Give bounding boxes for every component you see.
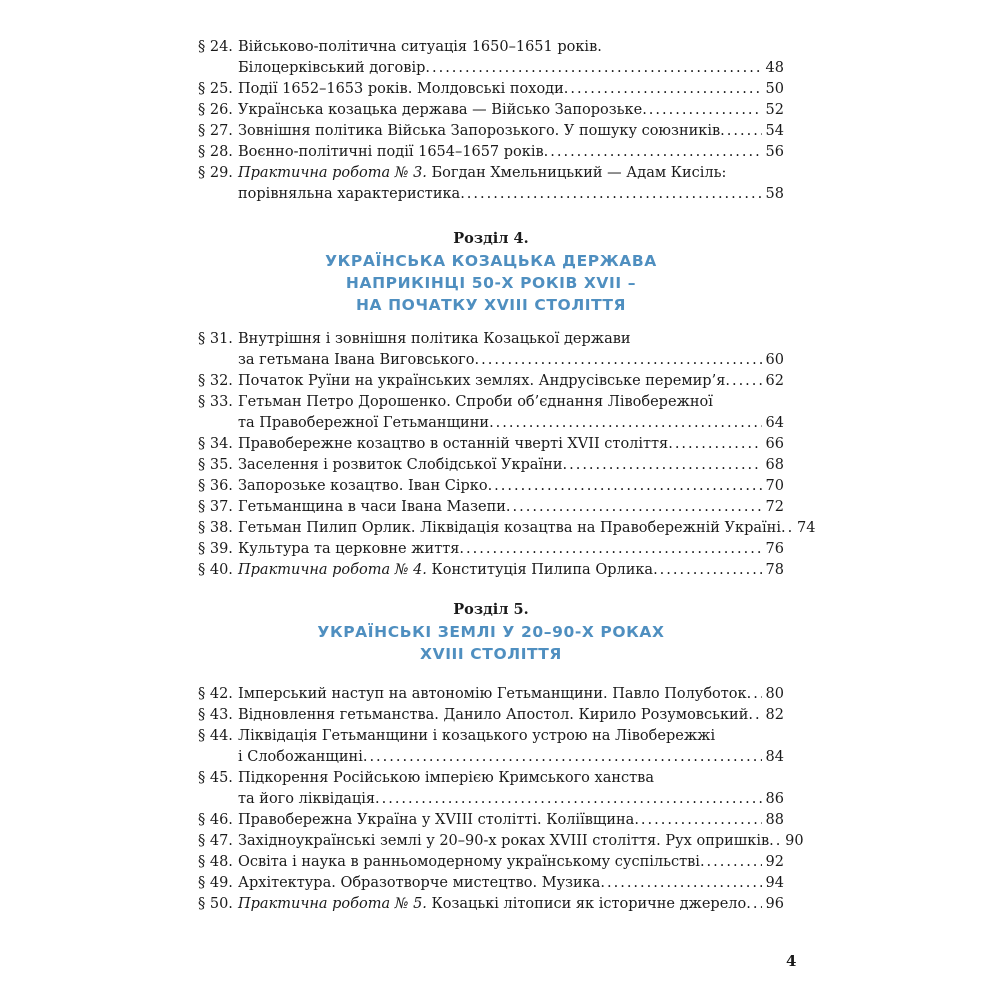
paragraph-number: § 24. xyxy=(198,39,233,55)
toc-entry-line xyxy=(198,894,784,915)
toc-entry-line xyxy=(198,873,784,894)
toc-entry xyxy=(198,518,816,539)
paragraph-number: § 50. xyxy=(198,896,233,912)
toc-entry-line xyxy=(198,184,784,205)
entry-title xyxy=(238,894,746,915)
page-ref: 64 xyxy=(765,415,784,431)
section-4-heading xyxy=(198,228,784,316)
toc-entry-line xyxy=(198,455,784,476)
paragraph-number: § 31. xyxy=(198,331,233,347)
paragraph-number: § 40. xyxy=(198,562,233,578)
entry-title-text: Імперський наступ на автономію Гетьманщини. Павло Полуботок xyxy=(238,686,747,702)
toc-entry xyxy=(198,79,784,100)
entry-title-text: Культура та церковне життя xyxy=(238,541,460,557)
toc-entry-line xyxy=(198,329,784,350)
toc-entry xyxy=(198,560,784,581)
paragraph-number: § 45. xyxy=(198,770,233,786)
page-ref: 72 xyxy=(765,499,784,515)
entry-title-text: Військово-політична ситуація 1650–1651 років. xyxy=(238,39,602,55)
toc-entry xyxy=(198,852,784,873)
entry-title xyxy=(238,476,488,497)
toc-entry-line xyxy=(198,726,784,747)
entry-title-text: Освіта і наука в ранньомодерному українському суспільстві xyxy=(238,854,700,870)
dot-leader xyxy=(700,852,762,873)
toc-entry-line xyxy=(198,768,784,789)
paragraph-number: § 46. xyxy=(198,812,233,828)
toc-entry xyxy=(198,768,784,810)
toc-entry xyxy=(198,434,784,455)
toc-entry xyxy=(198,392,784,434)
entry-title-text: Козацькі літописи як історичне джерело xyxy=(426,896,747,912)
paragraph-number: § 32. xyxy=(198,373,233,389)
entry-title xyxy=(238,371,725,392)
entry-title-text: Події 1652–1653 років. Молдовські походи xyxy=(238,81,564,97)
toc-entry-line xyxy=(198,539,784,560)
page-ref: 82 xyxy=(765,707,784,723)
entry-title-text: Конституція Пилипа Орлика xyxy=(426,562,654,578)
toc-entry xyxy=(198,455,784,476)
paragraph-number: § 36. xyxy=(198,478,233,494)
toc-entry-line xyxy=(198,58,784,79)
toc-entry-line xyxy=(198,392,784,413)
paragraph-number: § 39. xyxy=(198,541,233,557)
toc-entry xyxy=(198,684,784,705)
page-ref: 92 xyxy=(765,854,784,870)
toc-block-1 xyxy=(198,37,784,205)
entry-title xyxy=(238,121,720,142)
toc-entry-line xyxy=(198,476,784,497)
entry-title-text: порівняльна характеристика xyxy=(238,186,461,202)
entry-title xyxy=(238,100,642,121)
toc-entry xyxy=(198,121,784,142)
entry-title-text: Гетьман Пилип Орлик. Ліквідація козацтва на Правобережній Україні xyxy=(238,520,781,536)
page-ref: 84 xyxy=(765,749,784,765)
dot-leader xyxy=(634,810,761,831)
toc-entry xyxy=(198,894,784,915)
entry-title-text: Воєнно-політичні події 1654–1657 років xyxy=(238,144,544,160)
practical-work-label: Практична робота № 5. xyxy=(238,896,427,912)
entry-title-text: Гетьманщина в часи Івана Мазепи xyxy=(238,499,506,515)
page-ref: 60 xyxy=(765,352,784,368)
dot-leader xyxy=(475,350,762,371)
entry-title xyxy=(238,873,600,894)
section-label: Розділ 5. xyxy=(453,601,529,618)
entry-title-text: і Слобожанщині xyxy=(238,749,363,765)
entry-title-text: Правобережне козацтво в останній чверті XVII століття xyxy=(238,436,669,452)
page-ref: 50 xyxy=(765,81,784,97)
toc-entry xyxy=(198,476,784,497)
paragraph-number: § 43. xyxy=(198,707,233,723)
dot-leader xyxy=(375,789,762,810)
toc-entry-line xyxy=(198,560,784,581)
entry-title xyxy=(238,184,460,205)
entry-title xyxy=(238,768,654,789)
toc-entry xyxy=(198,100,784,121)
entry-title xyxy=(238,852,700,873)
toc-entry xyxy=(198,329,784,371)
entry-title xyxy=(238,329,631,350)
section-title-line: УКРАЇНСЬКІ ЗЕМЛІ У 20–90-Х РОКАХ xyxy=(317,623,665,641)
page-number: 4 xyxy=(786,952,797,970)
dot-leader xyxy=(720,121,761,142)
entry-title xyxy=(238,747,363,768)
entry-title xyxy=(238,831,769,852)
toc-entry-line xyxy=(198,497,784,518)
toc-entry-line xyxy=(198,831,804,852)
entry-title-text: Правобережна Україна у XVIII столітті. Коліївщина xyxy=(238,812,635,828)
toc-entry-line xyxy=(198,852,784,873)
entry-title-text: Відновлення гетьманства. Данило Апостол. Кирило Розумовський xyxy=(238,707,749,723)
entry-title xyxy=(238,539,459,560)
page-ref: 48 xyxy=(765,60,784,76)
toc-entry xyxy=(198,142,784,163)
entry-title xyxy=(238,726,715,747)
page-ref: 76 xyxy=(765,541,784,557)
toc-entry-line xyxy=(198,684,784,705)
toc-block-2 xyxy=(198,329,816,581)
entry-title xyxy=(238,79,564,100)
entry-title xyxy=(238,163,726,184)
section-title-line: XVIII СТОЛІТТЯ xyxy=(420,645,562,663)
toc-entry xyxy=(198,705,784,726)
toc-entry xyxy=(198,539,784,560)
section-label: Розділ 4. xyxy=(453,230,529,247)
toc-entry-line xyxy=(198,163,784,184)
dot-leader xyxy=(642,100,761,121)
toc-entry xyxy=(198,497,784,518)
page-ref: 74 xyxy=(796,520,816,536)
dot-leader xyxy=(363,747,762,768)
entry-title-text: Ліквідація Гетьманщини і козацького устрою на Лівобережжі xyxy=(238,728,716,744)
entry-title xyxy=(238,684,747,705)
toc-entry-line xyxy=(198,142,784,163)
entry-title-text: Зовнішня політика Війська Запорозького. У пошуку союзників xyxy=(238,123,721,139)
entry-title xyxy=(238,58,425,79)
page-ref: 52 xyxy=(765,102,784,118)
entry-title-text: та його ліквідація xyxy=(238,791,375,807)
section-title-line: НАПРИКІНЦІ 50-Х РОКІВ XVII – xyxy=(345,274,637,292)
dot-leader xyxy=(459,539,761,560)
paragraph-number: § 38. xyxy=(198,520,233,536)
paragraph-number: § 48. xyxy=(198,854,233,870)
page-ref: 78 xyxy=(765,562,784,578)
toc-entry-line xyxy=(198,37,784,58)
paragraph-number: § 28. xyxy=(198,144,233,160)
toc-entry-line xyxy=(198,100,784,121)
page-ref: 80 xyxy=(765,686,784,702)
section-title-line: НА ПОЧАТКУ XVIII СТОЛІТТЯ xyxy=(355,296,627,314)
paragraph-number: § 27. xyxy=(198,123,233,139)
paragraph-number: § 29. xyxy=(198,165,233,181)
toc-entry-line xyxy=(198,518,816,539)
toc-entry xyxy=(198,371,784,392)
dot-leader xyxy=(564,79,762,100)
paragraph-number: § 25. xyxy=(198,81,233,97)
toc-block-3 xyxy=(198,684,804,915)
entry-title xyxy=(238,350,475,371)
page-ref: 62 xyxy=(765,373,784,389)
toc-entry-line xyxy=(198,810,784,831)
paragraph-number: § 49. xyxy=(198,875,233,891)
entry-title-text: Заселення і розвиток Слобідської України xyxy=(238,457,563,473)
page-ref: 88 xyxy=(765,812,784,828)
dot-leader xyxy=(460,184,761,205)
page-ref: 56 xyxy=(765,144,784,160)
paragraph-number: § 42. xyxy=(198,686,233,702)
paragraph-number: § 44. xyxy=(198,728,233,744)
dot-leader xyxy=(668,434,761,455)
toc-entry-line xyxy=(198,413,784,434)
dot-leader xyxy=(489,413,761,434)
toc-entry-line xyxy=(198,789,784,810)
toc-entry xyxy=(198,873,784,894)
paragraph-number: § 26. xyxy=(198,102,233,118)
page-ref: 54 xyxy=(765,123,784,139)
toc-entry xyxy=(198,831,804,852)
entry-title-text: Українська козацька держава — Військо Запорозьке xyxy=(238,102,643,118)
entry-title-text: за гетьмана Івана Виговського xyxy=(238,352,475,368)
paragraph-number: § 34. xyxy=(198,436,233,452)
page-ref: 96 xyxy=(765,896,784,912)
dot-leader xyxy=(725,371,761,392)
entry-title xyxy=(238,560,653,581)
dot-leader xyxy=(747,684,762,705)
toc-entry-line xyxy=(198,79,784,100)
toc-entry-line xyxy=(198,121,784,142)
practical-work-label: Практична робота № 3. xyxy=(238,165,427,181)
dot-leader xyxy=(506,497,762,518)
dot-leader xyxy=(544,142,762,163)
entry-title xyxy=(238,434,668,455)
dot-leader xyxy=(563,455,762,476)
page-ref: 90 xyxy=(785,833,804,849)
paragraph-number: § 47. xyxy=(198,833,233,849)
entry-title-text: Гетьман Петро Дорошенко. Спроби об’єднання Лівобережної xyxy=(238,394,713,410)
entry-title xyxy=(238,518,781,539)
page-ref: 94 xyxy=(765,875,784,891)
toc-entry-line xyxy=(198,747,784,768)
page-ref: 86 xyxy=(765,791,784,807)
entry-title xyxy=(238,142,544,163)
dot-leader xyxy=(425,58,761,79)
toc-entry xyxy=(198,37,784,79)
paragraph-number: § 33. xyxy=(198,394,233,410)
entry-title xyxy=(238,455,563,476)
entry-title xyxy=(238,705,748,726)
entry-title-text: Запорозьке козацтво. Іван Сірко xyxy=(238,478,488,494)
entry-title-text: Богдан Хмельницький — Адам Кисіль: xyxy=(426,165,727,181)
toc-entry xyxy=(198,163,784,205)
entry-title-text: Початок Руїни на українських землях. Андрусівське перемир’я xyxy=(238,373,726,389)
page-ref: 66 xyxy=(765,436,784,452)
section-title-line: УКРАЇНСЬКА КОЗАЦЬКА ДЕРЖАВА xyxy=(325,252,657,270)
entry-title-text: Білоцерківський договір xyxy=(238,60,426,76)
entry-title-text: Архітектура. Образотворче мистецтво. Музика xyxy=(238,875,601,891)
entry-title xyxy=(238,497,506,518)
toc-entry-line xyxy=(198,705,784,726)
dot-leader xyxy=(746,894,761,915)
dot-leader xyxy=(781,518,793,539)
entry-title xyxy=(238,810,634,831)
toc-entry xyxy=(198,810,784,831)
page-ref: 70 xyxy=(765,478,784,494)
toc-entry-line xyxy=(198,350,784,371)
practical-work-label: Практична робота № 4. xyxy=(238,562,427,578)
entry-title xyxy=(238,37,602,58)
dot-leader xyxy=(488,476,762,497)
toc-entry xyxy=(198,726,784,768)
page-ref: 68 xyxy=(765,457,784,473)
entry-title-text: та Правобережної Гетьманщини xyxy=(238,415,490,431)
toc-entry-line xyxy=(198,371,784,392)
dot-leader xyxy=(748,705,761,726)
entry-title-text: Внутрішня і зовнішня політика Козацької держави xyxy=(238,331,631,347)
dot-leader xyxy=(653,560,761,581)
dot-leader xyxy=(600,873,761,894)
section-5-heading xyxy=(198,599,784,665)
entry-title-text: Підкорення Російською імперією Кримського ханства xyxy=(238,770,654,786)
dot-leader xyxy=(769,831,781,852)
entry-title xyxy=(238,392,713,413)
entry-title xyxy=(238,789,375,810)
entry-title xyxy=(238,413,489,434)
toc-entry-line xyxy=(198,434,784,455)
paragraph-number: § 35. xyxy=(198,457,233,473)
entry-title-text: Західноукраїнські землі у 20–90-х роках XVIII століття. Рух опришків xyxy=(238,833,770,849)
page-ref: 58 xyxy=(765,186,784,202)
paragraph-number: § 37. xyxy=(198,499,233,515)
